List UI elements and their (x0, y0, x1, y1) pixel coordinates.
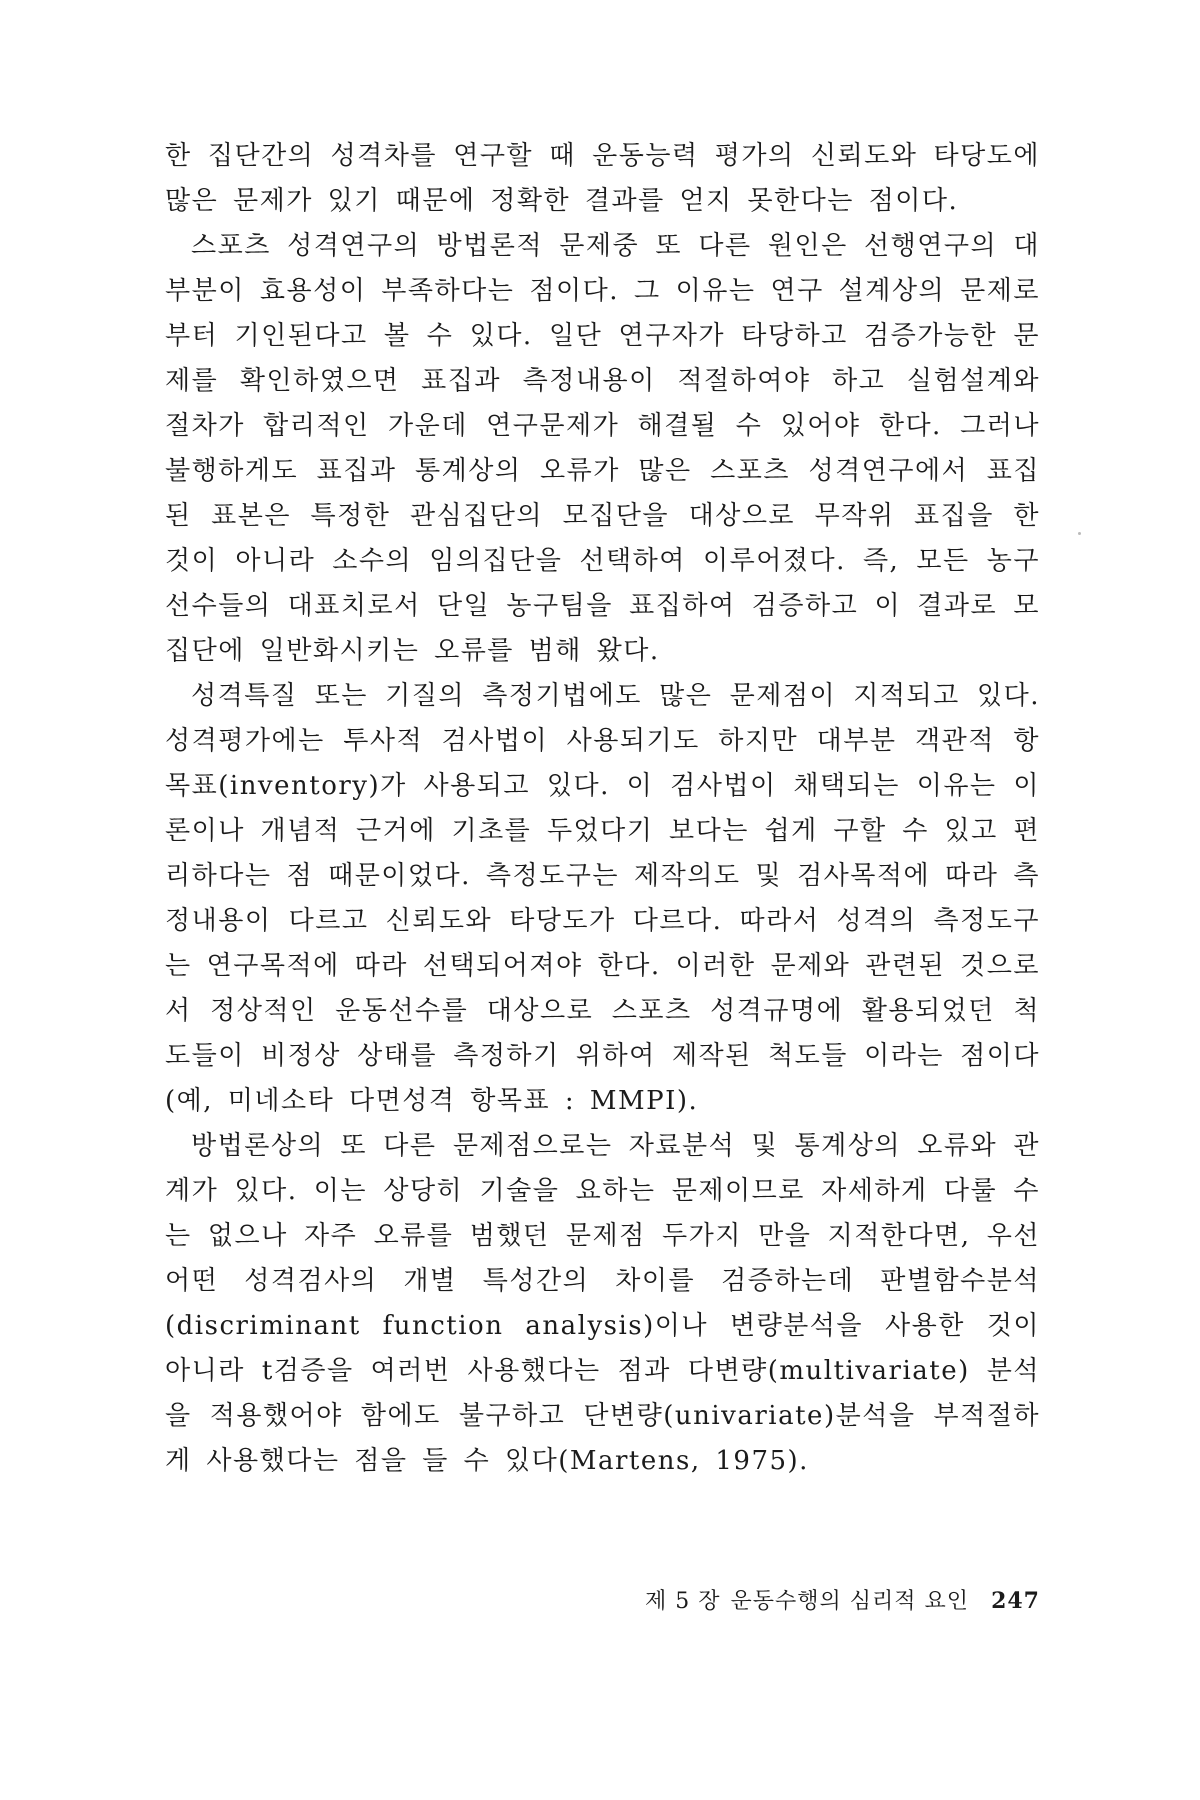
paragraph-2: 스포츠 성격연구의 방법론적 문제중 또 다른 원인은 선행연구의 대부분이 효용성이 부족하다는 점이다. 그 이유는 연구 설계상의 문제로부터 기인된다고 볼 수 있다. 일단 연구자가 타당하고 검증가능한 문제를 확인하였으면 표집과 측정내용이 적절하여야 하고 실험설계와 절차가 합리적인 가운데 연구문제가 해결될 수 있어야 한다. 그러나 불행하게도 표집과 통계상의 오류가 많은 스포츠 성격연구에서 표집된 표본은 특정한 관심집단의 모집단을 대상으로 무작위 표집을 한 것이 아니라 소수의 임의집단을 선택하여 이루어졌다. 즉, 모든 농구선수들의 대표치로서 단일 농구팀을 표집하여 검증하고 이 결과로 모집단에 일반화시키는 오류를 범해 왔다. (165, 231, 1040, 666)
body-text (165, 134, 1040, 1484)
chapter-label: 제 5 장 (645, 1589, 721, 1614)
running-footer (645, 1584, 1040, 1615)
paragraph-1: 한 집단간의 성격차를 연구할 때 운동능력 평가의 신뢰도와 타당도에 많은 문제가 있기 때문에 정확한 결과를 얻지 못한다는 점이다. (165, 141, 1040, 216)
paragraph-3: 성격특질 또는 기질의 측정기법에도 많은 문제점이 지적되고 있다. 성격평가에는 투사적 검사법이 사용되기도 하지만 대부분 객관적 항목표(inventory)가 사용되고 있다. 이 검사법이 채택되는 이유는 이론이나 개념적 근거에 기초를 두었다기 보다는 쉽게 구할 수 있고 편리하다는 점 때문이었다. 측정도구는 제작의도 및 검사목적에 따라 측정내용이 다르고 신뢰도와 타당도가 다르다. 따라서 성격의 측정도구는 연구목적에 따라 선택되어져야 한다. 이러한 문제와 관련된 것으로서 정상적인 운동선수를 대상으로 스포츠 성격규명에 활용되었던 척도들이 비정상 상태를 측정하기 위하여 제작된 척도들 이라는 점이다(예, 미네소타 다면성격 항목표 : MMPI). (165, 681, 1040, 1116)
chapter-title: 운동수행의 심리적 요인 (730, 1589, 970, 1614)
page-number: 247 (991, 1588, 1040, 1614)
scan-speck (1078, 532, 1081, 535)
paragraph-4: 방법론상의 또 다른 문제점으로는 자료분석 및 통계상의 오류와 관계가 있다. 이는 상당히 기술을 요하는 문제이므로 자세하게 다룰 수는 없으나 자주 오류를 범했던 문제점 두가지 만을 지적한다면, 우선 어떤 성격검사의 개별 특성간의 차이를 검증하는데 판별함수분석(discriminant function analysis)이나 변량분석을 사용한 것이 아니라 t검증을 여러번 사용했다는 점과 다변량(multivariate) 분석을 적용했어야 함에도 불구하고 단변량(univariate)분석을 부적절하게 사용했다는 점을 들 수 있다(Martens, 1975). (165, 1131, 1040, 1476)
